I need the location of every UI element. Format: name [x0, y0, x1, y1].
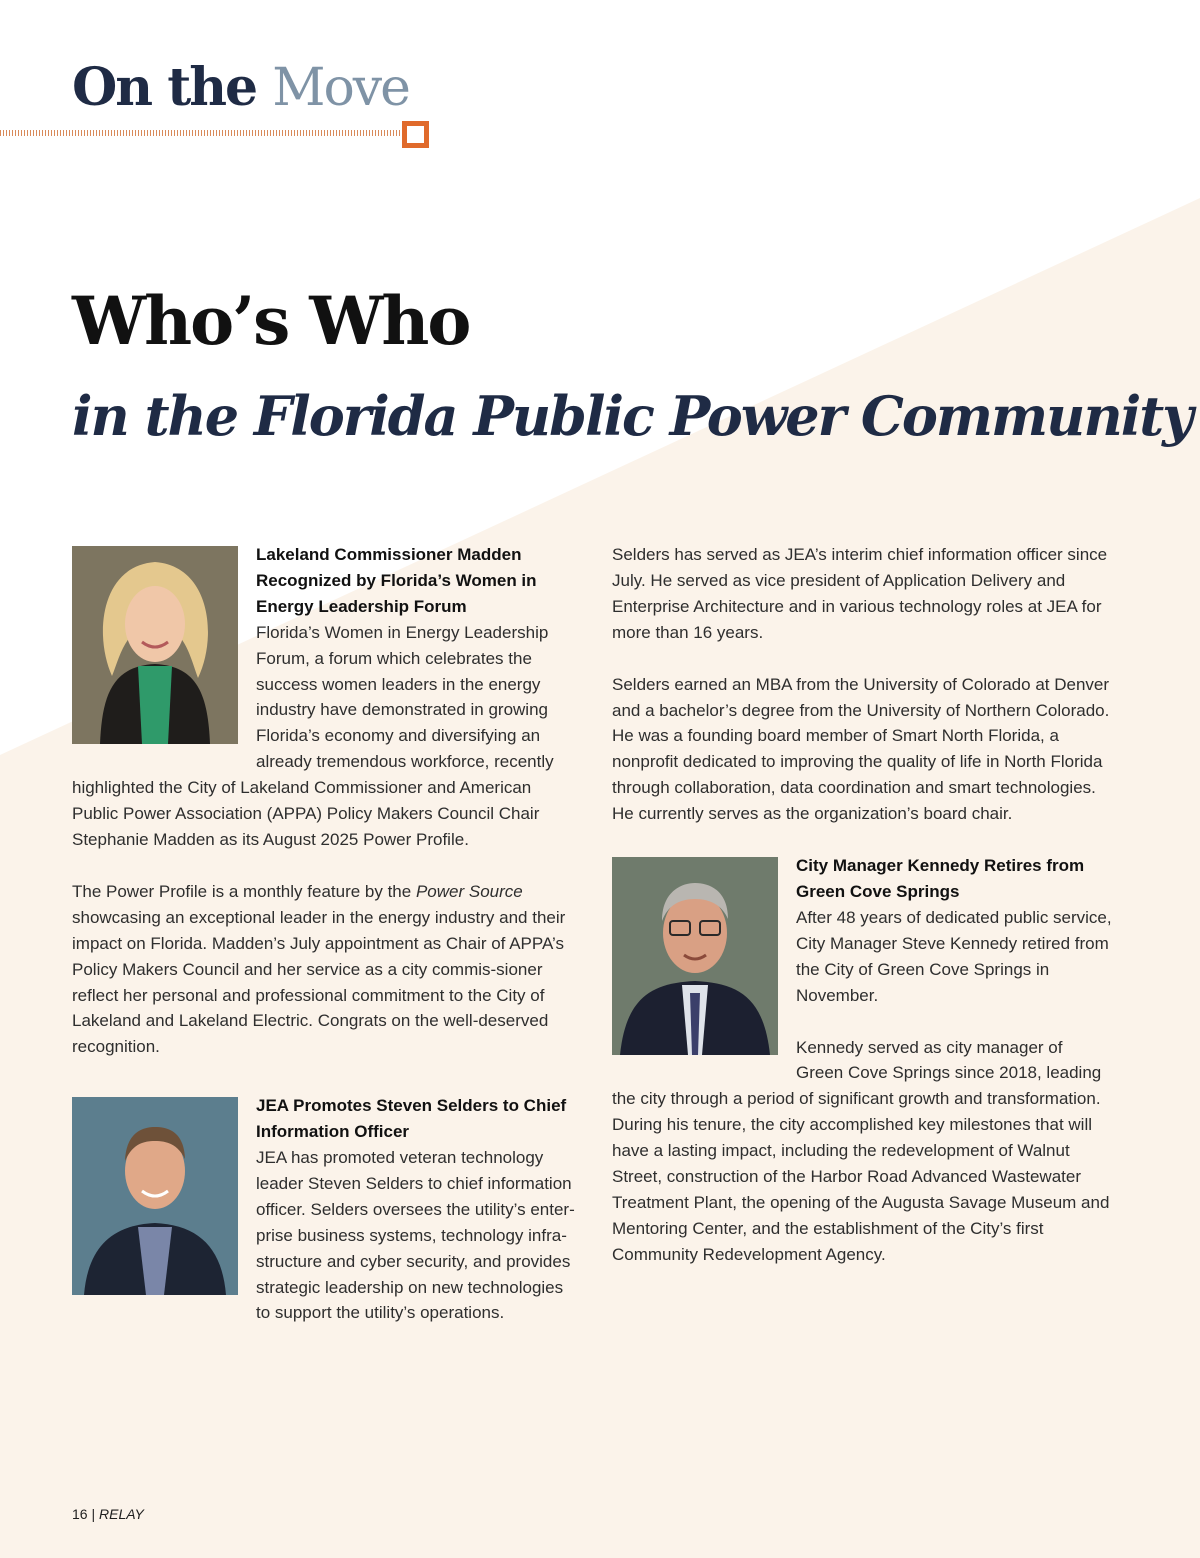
section-header [72, 57, 409, 118]
page-number: 16 [72, 1506, 88, 1522]
article-3-paragraph-1: After 48 years of dedicated public service, City Manager Steve Kennedy retired from the City of Green Cove Springs in November. [796, 907, 1112, 1005]
section-header-word-1: On the [72, 57, 257, 118]
photo-selders [72, 1097, 238, 1295]
article-2-paragraph-2: Selders has served as JEA’s interim chief information officer since July. He served as vice president of Application Delivery and Enterprise Architecture and in various technology roles at JEA for more than 16 years. [612, 545, 1108, 642]
left-column [72, 542, 582, 1326]
article-3-headline: City Manager Kennedy Retires from Green Cove Springs [796, 856, 1085, 901]
page-subtitle: in the Florida Public Power Community [72, 384, 1192, 448]
publication-title: Power Source [415, 881, 523, 901]
article-3-paragraph-2: Kennedy served as city manager of Green Cove Springs since 2018, leading the city through a period of significant growth and transformation. During his tenure, the city accomplished key milestones that will have a lasting impact, including the redevelopment of Walnut Street, construction of the Harbor Road Advanced Wastewater Treatment Plant, the opening of the Augusta Savage Museum and Mentoring Center, and the establishment of the City’s first Community Redevelopment Agency. [612, 1037, 1110, 1264]
article-1-headline: Lakeland Commissioner Madden Recognized by Florida’s Women in Energy Leadership Forum [256, 545, 537, 616]
article-1-paragraph-1: Florida’s Women in Energy Leadership Forum, a forum which celebrates the success women leaders in the energy industry have demonstrated in growing Florida’s economy and diversifying an already tremendous workforce, recently highlighted the City of Lakeland Commissioner and American Public Power Association (APPA) Policy Makers Council Chair Stephanie Madden as its August 2025 Power Profile. [72, 622, 554, 849]
article-2-paragraph-1: JEA has promoted veteran technology leader Steven Selders to chief information officer. Selders oversees the utility’s enter-prise business systems, technology infra-structure and cyber security, and provides strategic leadership on new technologies to support the utility’s operations. [256, 1148, 575, 1323]
page-footer [72, 1506, 144, 1522]
article-2-headline: JEA Promotes Steven Selders to Chief Information Officer [256, 1096, 567, 1142]
page-title: Who’s Who [72, 282, 470, 360]
footer-separator: | [91, 1506, 96, 1522]
article-2-paragraph-3: Selders earned an MBA from the University of Colorado at Denver and a bachelor’s degree from the University of Northern Colorado. He was a founding board member of Smart North Florida, a nonprofit dedicated to improving the quality of life in North Florida through collaboration, data coordination and smart technologies. He currently serves as the organization’s board chair. [612, 674, 1110, 824]
photo-madden [72, 546, 238, 744]
square-ornament-icon [402, 121, 429, 148]
section-header-word-2: Move [272, 58, 409, 118]
photo-kennedy [612, 857, 778, 1055]
header-dotted-rule [0, 130, 404, 136]
publication-name: RELAY [99, 1506, 144, 1522]
right-column [612, 542, 1112, 1268]
article-1-paragraph-2: The Power Profile is a monthly feature by the Power Source showcasing an exceptional leader in the energy industry and their impact on Florida. Madden’s July appointment as Chair of APPA’s Policy Makers Council and her service as a city commis-sioner reflect her personal and professional commitment to the City of Lakeland and Lakeland Electric. Congrats on the well-deserved recognition. [72, 881, 566, 1057]
